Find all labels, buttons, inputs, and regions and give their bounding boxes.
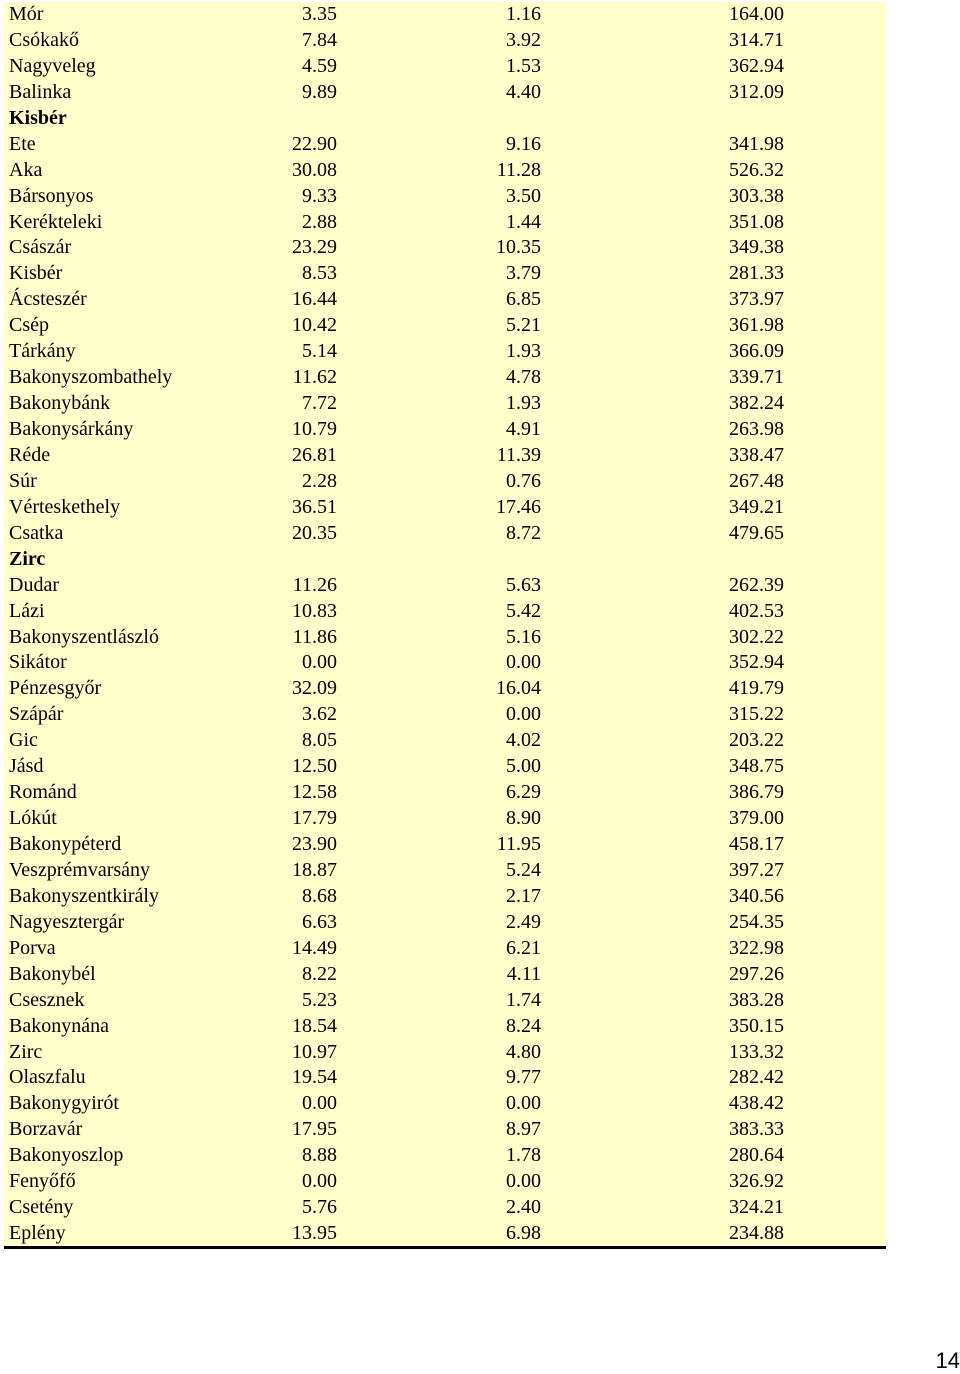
settlement-name: Gic	[9, 729, 38, 752]
table-row	[4, 235, 886, 261]
settlement-name: Császár	[9, 236, 72, 259]
value-col-2: 1.53	[506, 54, 541, 77]
settlement-name: Mór	[9, 3, 44, 25]
table-row	[4, 2, 886, 28]
value-col-2: 9.77	[506, 1066, 541, 1089]
value-col-1: 0.00	[302, 1170, 337, 1193]
table-row	[4, 339, 886, 365]
settlement-name: Bakonyszombathely	[9, 366, 173, 389]
value-col-3: 383.28	[729, 988, 784, 1011]
value-col-3: 402.53	[729, 599, 784, 622]
table-row	[4, 495, 886, 521]
value-col-1: 7.84	[302, 28, 337, 51]
settlement-name: Vérteskethely	[9, 495, 121, 518]
value-col-2: 1.93	[506, 340, 541, 363]
settlement-name: Tárkány	[9, 340, 76, 363]
value-col-1: 32.09	[292, 677, 337, 700]
value-col-3: 397.27	[729, 858, 784, 881]
section-header-row	[4, 106, 886, 132]
table-row	[4, 132, 886, 158]
table-body	[4, 2, 886, 1247]
settlement-name: Ácsteszér	[9, 288, 87, 311]
value-col-1: 5.14	[302, 340, 337, 363]
value-col-1: 23.29	[292, 236, 337, 259]
settlement-name: Bakonysárkány	[9, 418, 134, 440]
settlement-name: Bakonybél	[9, 962, 96, 985]
value-col-3: 349.38	[729, 236, 784, 259]
value-col-3: 341.98	[729, 132, 784, 155]
value-col-1: 10.79	[292, 418, 337, 440]
value-col-1: 6.63	[302, 910, 337, 933]
value-col-1: 8.22	[302, 962, 337, 985]
table-row	[4, 650, 886, 676]
value-col-3: 281.33	[729, 262, 784, 285]
settlement-name: Réde	[9, 443, 51, 466]
value-col-2: 10.35	[496, 236, 541, 259]
table-row	[4, 806, 886, 832]
value-col-1: 17.79	[292, 807, 337, 830]
value-col-2: 4.78	[506, 366, 541, 389]
settlement-name: Olaszfalu	[9, 1066, 86, 1089]
value-col-1: 17.95	[292, 1118, 337, 1141]
table-row	[4, 832, 886, 858]
value-col-2: 4.02	[506, 729, 541, 752]
settlement-name: Bakonynána	[9, 1014, 109, 1037]
value-col-2: 0.00	[506, 651, 541, 674]
value-col-1: 26.81	[292, 443, 337, 466]
value-col-2: 11.95	[496, 833, 541, 855]
value-col-2: 0.00	[506, 1170, 541, 1193]
settlement-name: Borzavár	[9, 1118, 83, 1141]
table-row	[4, 1143, 886, 1169]
table-row	[4, 80, 886, 106]
value-col-3: 362.94	[729, 54, 784, 77]
value-col-3: 352.94	[729, 651, 784, 674]
value-col-3: 314.71	[729, 28, 784, 51]
value-col-1: 10.42	[292, 314, 337, 337]
value-col-2: 0.00	[506, 703, 541, 726]
value-col-2: 5.00	[506, 755, 541, 778]
table-row	[4, 54, 886, 80]
settlement-name: Bakonypéterd	[9, 833, 122, 855]
value-col-1: 3.62	[302, 703, 337, 726]
table-row	[4, 28, 886, 54]
value-col-1: 12.58	[292, 781, 337, 804]
settlement-name: Szápár	[9, 703, 64, 726]
table-row	[4, 910, 886, 936]
value-col-3: 479.65	[729, 521, 784, 544]
value-col-3: 339.71	[729, 366, 784, 389]
value-col-2: 9.16	[506, 132, 541, 155]
value-col-1: 9.89	[302, 80, 337, 103]
value-col-1: 19.54	[292, 1066, 337, 1089]
settlement-name: Bakonygyirót	[9, 1092, 119, 1115]
value-col-1: 22.90	[292, 132, 337, 155]
value-col-2: 3.92	[506, 28, 541, 51]
value-col-3: 338.47	[729, 443, 784, 466]
value-col-2: 5.21	[506, 314, 541, 337]
value-col-3: 297.26	[729, 962, 784, 985]
table-row	[4, 1065, 886, 1091]
table-row	[4, 1091, 886, 1117]
table-row	[4, 1195, 886, 1221]
section-name: Zirc	[9, 547, 46, 570]
value-col-1: 11.86	[292, 625, 337, 648]
table-row	[4, 884, 886, 910]
value-col-3: 366.09	[729, 340, 784, 363]
value-col-3: 373.97	[729, 288, 784, 311]
value-col-3: 326.92	[729, 1170, 784, 1193]
value-col-1: 11.62	[292, 366, 337, 389]
table-row	[4, 599, 886, 625]
settlement-name: Eplény	[9, 1222, 66, 1245]
value-col-3: 458.17	[729, 833, 784, 855]
settlement-name: Bakonyszentlászló	[9, 625, 159, 648]
value-col-2: 8.97	[506, 1118, 541, 1141]
table-row	[4, 210, 886, 236]
value-col-2: 3.79	[506, 262, 541, 285]
value-col-1: 5.23	[302, 988, 337, 1011]
value-col-2: 3.50	[506, 184, 541, 207]
settlement-name: Veszprémvarsány	[9, 858, 151, 881]
settlement-name: Csatka	[9, 521, 64, 544]
settlement-name: Csép	[9, 314, 49, 337]
table-bottom-rule	[4, 1246, 886, 1249]
settlement-name: Bakonyszentkirály	[9, 884, 159, 907]
value-col-2: 16.04	[496, 677, 541, 700]
value-col-1: 8.53	[302, 262, 337, 285]
value-col-2: 0.00	[506, 1092, 541, 1115]
value-col-3: 349.21	[729, 495, 784, 518]
value-col-2: 1.78	[506, 1144, 541, 1167]
value-col-1: 30.08	[292, 158, 337, 181]
settlement-name: Lázi	[9, 599, 45, 622]
table-row	[4, 962, 886, 988]
value-col-1: 8.68	[302, 884, 337, 907]
value-col-2: 5.42	[506, 599, 541, 622]
settlement-name: Csesznek	[9, 988, 85, 1011]
value-col-2: 4.40	[506, 80, 541, 103]
table-row	[4, 988, 886, 1014]
value-col-1: 5.76	[302, 1196, 337, 1219]
value-col-2: 0.76	[506, 469, 541, 492]
value-col-3: 133.32	[729, 1040, 784, 1063]
value-col-3: 351.08	[729, 210, 784, 233]
value-col-3: 203.22	[729, 729, 784, 752]
value-col-3: 234.88	[729, 1222, 784, 1245]
value-col-3: 340.56	[729, 884, 784, 907]
value-col-2: 1.16	[506, 3, 541, 25]
page-number: 14	[935, 1348, 960, 1373]
value-col-3: 526.32	[729, 158, 784, 181]
settlement-name: Pénzesgyőr	[9, 677, 102, 700]
value-col-2: 2.40	[506, 1196, 541, 1219]
value-col-3: 262.39	[729, 573, 784, 596]
value-col-2: 4.11	[506, 962, 541, 985]
settlement-name: Csókakő	[9, 28, 79, 51]
value-col-1: 16.44	[292, 288, 337, 311]
value-col-1: 2.88	[302, 210, 337, 233]
value-col-3: 348.75	[729, 755, 784, 778]
value-col-3: 282.42	[729, 1066, 784, 1089]
value-col-3: 350.15	[729, 1014, 784, 1037]
value-col-2: 4.80	[506, 1040, 541, 1063]
settlement-name: Balinka	[9, 80, 72, 103]
table-row	[4, 858, 886, 884]
value-col-2: 11.39	[496, 443, 541, 466]
value-col-1: 18.87	[292, 858, 337, 881]
value-col-3: 386.79	[729, 781, 784, 804]
value-col-3: 419.79	[729, 677, 784, 700]
value-col-2: 5.16	[506, 625, 541, 648]
table-row	[4, 1117, 886, 1143]
table-row	[4, 1221, 886, 1247]
table-row	[4, 728, 886, 754]
value-col-2: 8.90	[506, 807, 541, 830]
value-col-3: 254.35	[729, 910, 784, 933]
settlement-name: Nagyesztergár	[9, 910, 125, 933]
value-col-2: 6.98	[506, 1222, 541, 1245]
settlement-name: Csetény	[9, 1196, 74, 1219]
value-col-1: 4.59	[302, 54, 337, 77]
value-col-2: 6.29	[506, 781, 541, 804]
value-col-2: 8.24	[506, 1014, 541, 1037]
value-col-2: 1.74	[506, 988, 541, 1011]
settlement-name: Dudar	[9, 573, 59, 596]
table-row	[4, 676, 886, 702]
settlement-name: Ete	[9, 132, 36, 155]
table-row	[4, 754, 886, 780]
value-col-1: 0.00	[302, 1092, 337, 1115]
table-row	[4, 469, 886, 495]
value-col-2: 2.49	[506, 910, 541, 933]
value-col-2: 17.46	[496, 495, 541, 518]
value-col-3: 383.33	[729, 1118, 784, 1141]
value-col-3: 312.09	[729, 80, 784, 103]
settlement-name: Nagyveleg	[9, 54, 96, 77]
value-col-2: 6.85	[506, 288, 541, 311]
table-row	[4, 261, 886, 287]
settlement-name: Fenyőfő	[9, 1170, 76, 1193]
value-col-1: 23.90	[292, 833, 337, 855]
table-row	[4, 625, 886, 651]
table-row	[4, 443, 886, 469]
settlement-name: Porva	[9, 936, 56, 959]
value-col-3: 382.24	[729, 392, 784, 415]
settlement-name: Zirc	[9, 1040, 43, 1063]
table-row	[4, 1040, 886, 1066]
table-row	[4, 1169, 886, 1195]
value-col-2: 11.28	[496, 158, 541, 181]
value-col-3: 303.38	[729, 184, 784, 207]
value-col-3: 267.48	[729, 469, 784, 492]
value-col-1: 11.26	[292, 573, 337, 596]
value-col-3: 315.22	[729, 703, 784, 726]
value-col-1: 36.51	[292, 495, 337, 518]
settlement-name: Bársonyos	[9, 184, 94, 207]
value-col-1: 7.72	[302, 392, 337, 415]
value-col-2: 4.91	[506, 418, 541, 440]
settlement-name: Románd	[9, 781, 77, 804]
table-row	[4, 417, 886, 443]
value-col-3: 280.64	[729, 1144, 784, 1167]
value-col-1: 9.33	[302, 184, 337, 207]
value-col-1: 2.28	[302, 469, 337, 492]
table-row	[4, 1014, 886, 1040]
table-row	[4, 313, 886, 339]
value-col-1: 18.54	[292, 1014, 337, 1037]
section-header-row	[4, 547, 886, 573]
value-col-1: 8.88	[302, 1144, 337, 1167]
value-col-2: 1.93	[506, 392, 541, 415]
value-col-3: 379.00	[729, 807, 784, 830]
value-col-2: 8.72	[506, 521, 541, 544]
value-col-3: 263.98	[729, 418, 784, 440]
value-col-1: 10.97	[292, 1040, 337, 1063]
table-row	[4, 287, 886, 313]
value-col-1: 10.83	[292, 599, 337, 622]
value-col-2: 5.63	[506, 573, 541, 596]
value-col-1: 3.35	[302, 3, 337, 25]
value-col-1: 0.00	[302, 651, 337, 674]
value-col-1: 20.35	[292, 521, 337, 544]
table-row	[4, 184, 886, 210]
value-col-3: 302.22	[729, 625, 784, 648]
table-row	[4, 391, 886, 417]
settlement-name: Kisbér	[9, 262, 63, 285]
section-name: Kisbér	[9, 106, 67, 129]
value-col-3: 361.98	[729, 314, 784, 337]
table-row	[4, 573, 886, 599]
table-row	[4, 365, 886, 391]
value-col-3: 438.42	[729, 1092, 784, 1115]
table-row	[4, 158, 886, 184]
value-col-2: 5.24	[506, 858, 541, 881]
table-row	[4, 936, 886, 962]
table-row	[4, 702, 886, 728]
table-row	[4, 521, 886, 547]
settlement-name: Kerékteleki	[9, 210, 103, 233]
value-col-2: 1.44	[506, 210, 541, 233]
value-col-3: 324.21	[729, 1196, 784, 1219]
value-col-1: 13.95	[292, 1222, 337, 1245]
settlement-name: Bakonyoszlop	[9, 1144, 124, 1167]
value-col-1: 12.50	[292, 755, 337, 778]
data-table	[4, 2, 886, 1246]
settlement-name: Súr	[9, 469, 37, 492]
settlement-name: Sikátor	[9, 651, 67, 674]
value-col-2: 2.17	[506, 884, 541, 907]
value-col-2: 6.21	[506, 936, 541, 959]
table-row	[4, 780, 886, 806]
value-col-1: 14.49	[292, 936, 337, 959]
value-col-3: 322.98	[729, 936, 784, 959]
value-col-3: 164.00	[729, 3, 784, 25]
settlement-name: Aka	[9, 158, 43, 181]
settlement-name: Bakonybánk	[9, 392, 111, 415]
settlement-name: Jásd	[9, 755, 44, 778]
value-col-1: 8.05	[302, 729, 337, 752]
settlement-name: Lókút	[9, 807, 57, 830]
